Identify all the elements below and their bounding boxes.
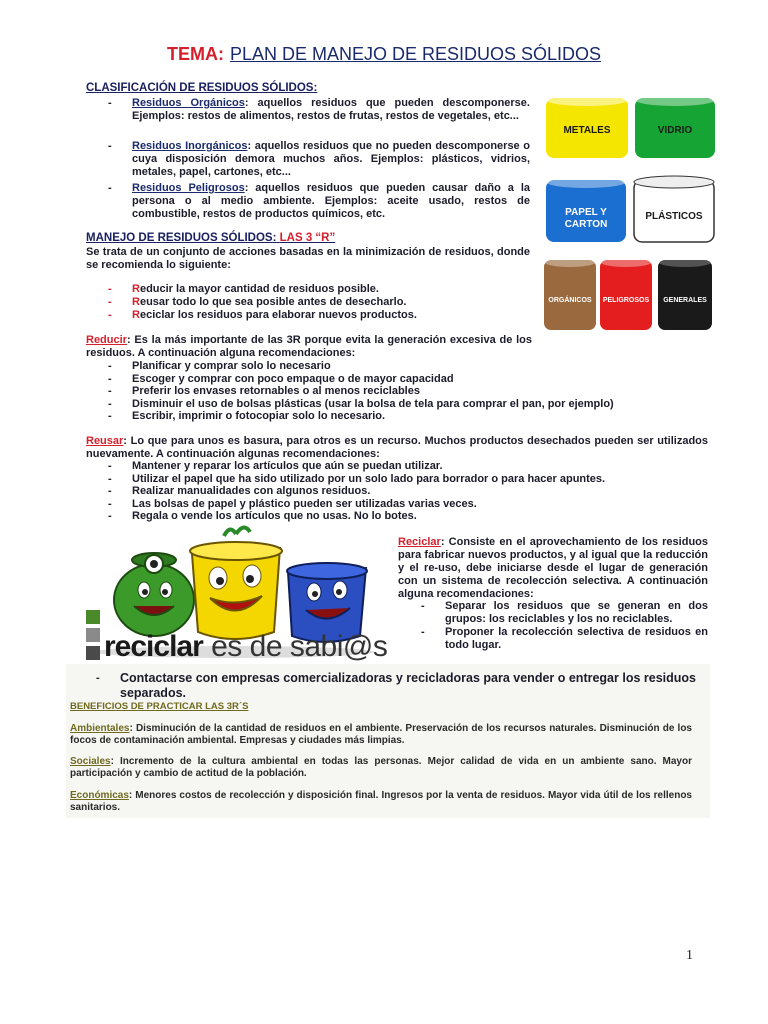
waste-bins-illustration: [540, 90, 720, 340]
reciclar-item-3: - Contactarse con empresas comercializadoras y recicladoras para vender o entregar los residuos separados.: [96, 671, 696, 700]
reciclar-paragraph: Reciclar: Consiste en el aprovechamiento de los residuos para fabricar nuevos productos, y al igual que la reducción y el re-uso, debe iniciarse desde el lugar de generación con un sistema de recolección selectiva. A continuación alguna recomendaciones:: [398, 536, 708, 600]
manejo-intro: Se trata de un conjunto de acciones basadas en la minimización de residuos, donde se recomienda lo siguiente:: [86, 246, 530, 271]
list-item: - Las bolsas de papel y plástico pueden ser utilizadas varias veces.: [108, 497, 477, 510]
reciclar-item-2: - Proponer la recolección selectiva de residuos en todo lugar.: [421, 626, 708, 651]
list-item: - Regala o vende los artículos que no usas. No lo botes.: [108, 510, 417, 523]
bin-organicos: [544, 257, 596, 330]
clasificacion-item-inorganicos: - Residuos Inorgánicos: aquellos residuos que no pueden descomponerse o cuya disposición demora muchos años. Ejemplos: plásticos, vidrios, metales, papel, cartones, etc...: [108, 140, 530, 178]
page-title: [0, 44, 768, 65]
reusar-paragraph: Reusar: Lo que para unos es basura, para otros es un recurso. Muchos productos desechados pueden ser utilizados nuevamente. A continuación algunas recomendaciones:: [86, 435, 708, 460]
reducir-paragraph: Reducir: Es la más importante de las 3R porque evita la generación excesiva de los residuos. A continuación alguna recomendaciones:: [86, 334, 532, 359]
beneficios-ambientales: Ambientales: Disminución de la cantidad de residuos en el ambiente. Preservación de los recursos naturales. Disminución de los focos de contaminación ambiental. Empresas y ciudades más limpias.: [70, 723, 692, 746]
bin-vidrio: [635, 94, 715, 158]
list-item: - Escribir, imprimir o fotocopiar solo lo necesario.: [108, 410, 386, 423]
list-item: - Utilizar el papel que ha sido utilizado por un solo lado para borrador o para hacer apuntes.: [108, 472, 606, 485]
beneficios-economicas: Económicas: Menores costos de recolección y disposición final. Ingresos por la venta de residuos. Mayor vida útil de los rellenos sanitarios.: [70, 790, 692, 813]
bin-vidrio-label: VIDRIO: [657, 125, 693, 136]
clasificacion-heading: CLASIFICACIÓN DE RESIDUOS SÓLIDOS:: [86, 82, 318, 94]
manejo-item-reducir: - Reducir la mayor cantidad de residuos posible.: [108, 283, 379, 295]
bin-metales-label: METALES: [563, 125, 611, 136]
green-bin-mascot: [114, 553, 194, 636]
reducir-list: [108, 360, 692, 423]
beneficios-heading: BENEFICIOS DE PRACTICAR LAS 3R´S: [70, 701, 249, 712]
page-number: 1: [686, 948, 693, 963]
bin-papel-label-2: CARTON: [564, 219, 608, 230]
manejo-item-reusar: - Reusar todo lo que sea posible antes de desecharlo.: [108, 296, 407, 308]
reciclar-item-1: - Separar los residuos que se generan en dos grupos: los reciclables y los no reciclables.: [421, 600, 708, 625]
bin-generales: [658, 257, 712, 330]
list-item: - Escoger y comprar con poco empaque o de mayor capacidad: [108, 372, 454, 385]
bin-plasticos: [634, 176, 714, 242]
list-item: - Mantener y reparar los artículos que aún se puedan utilizar.: [108, 460, 443, 472]
bin-metales: [546, 94, 628, 158]
list-item: - Realizar manualidades con algunos residuos.: [108, 485, 371, 498]
logo-squares: [86, 610, 104, 662]
list-item: - Preferir los envases retornables o al menos reciclables: [108, 385, 420, 398]
title-tema: TEMA:: [166, 44, 224, 64]
manejo-heading: MANEJO DE RESIDUOS SÓLIDOS: LAS 3 “R”: [86, 232, 336, 244]
title-main: PLAN DE MANEJO DE RESIDUOS SÓLIDOS: [229, 44, 602, 64]
clasificacion-item-peligrosos: - Residuos Peligrosos: aquellos residuos que pueden causar daño a la persona o al medio ambiente. Ejemplos: aceite usado, restos de combustible, restos de productos químicos, etc.: [108, 182, 530, 220]
clasificacion-item-organicos: - Residuos Orgánicos: aquellos residuos que pueden descomponerse. Ejemplos: restos de alimentos, restos de frutas, restos de vegetales, etc...: [108, 97, 530, 122]
bin-generales-label: GENERALES: [663, 297, 707, 304]
bin-organicos-label: ORGÁNICOS: [548, 297, 592, 304]
bin-peligrosos: [600, 257, 652, 330]
yellow-bin-mascot: [190, 527, 282, 639]
bin-peligrosos-label: PELIGROSOS: [602, 297, 650, 304]
list-item: - Disminuir el uso de bolsas plásticas (usar la bolsa de tela para comprar el pan, por ejemplo): [108, 397, 614, 410]
bin-papel-carton: [546, 176, 626, 242]
reciclar-logo-text: reciclar es de sabi@s: [104, 630, 388, 663]
bin-papel-label-1: PAPEL Y: [565, 207, 607, 218]
manejo-item-reciclar: - Reciclar los residuos para elaborar nuevos productos.: [108, 309, 417, 321]
bin-plasticos-label: PLÁSTICOS: [645, 211, 703, 222]
reusar-list: [108, 460, 712, 523]
list-item: - Planificar y comprar solo lo necesario: [108, 360, 331, 372]
beneficios-sociales: Sociales: Incremento de la cultura ambiental en todas las personas. Mejor calidad de vida en un ambiente sano. Mayor participación y cambio de actitud de la población.: [70, 756, 692, 779]
